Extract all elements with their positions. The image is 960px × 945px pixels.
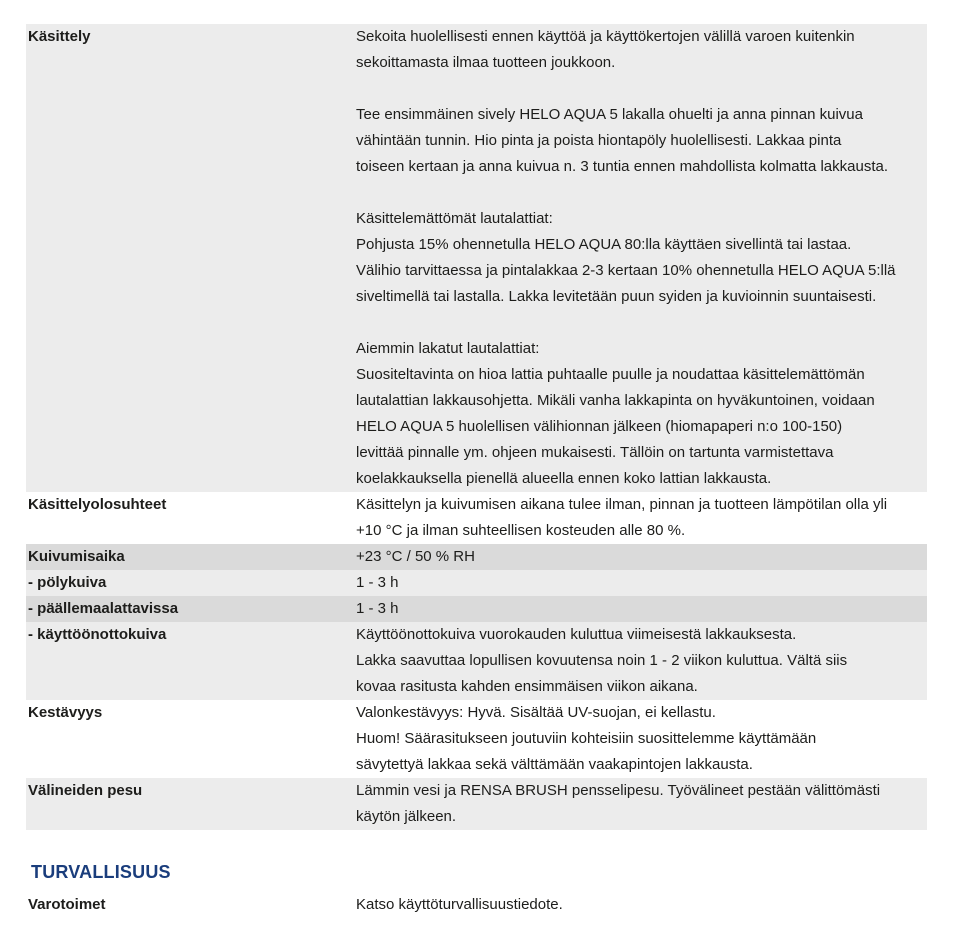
kasittely-paragraph-untreated-floors — [356, 206, 925, 310]
pesu-paragraph — [356, 778, 925, 830]
label-valineiden-pesu: Välineiden pesu — [28, 782, 143, 799]
label-kayttoonottokuiva: - käyttöönottokuiva — [28, 626, 167, 643]
value-kayttoonottokuiva — [356, 622, 927, 700]
kestavyys-paragraph — [356, 700, 925, 778]
text-line: Välihio tarvittaessa ja pintalakkaa 2-3 kertaan 10% ohennetulla HELO AQUA 5:llä — [356, 262, 896, 279]
kasittely-paragraph-first-coat — [356, 102, 925, 180]
text-line: käytön jälkeen. — [356, 808, 457, 825]
section-title-turvallisuus: TURVALLISUUS — [31, 862, 171, 882]
row-kuivumisaika — [26, 544, 927, 570]
label-kuivumisaika: Kuivumisaika — [28, 548, 125, 565]
value-varotoimet: Katso käyttöturvallisuustiedote. — [356, 896, 563, 913]
text-line: Lakka saavuttaa lopullisen kovuutensa noin 1 - 2 viikon kuluttua. Vältä siis — [356, 652, 848, 669]
text-line: Käsittelyn ja kuivumisen aikana tulee ilman, pinnan ja tuotteen lämpötilan olla yli — [356, 496, 888, 513]
text-line: koelakkauksella pienellä alueella ennen koko lattian lakkausta. — [356, 470, 772, 487]
value-valineiden-pesu — [356, 778, 927, 830]
label-polykuiva: - pölykuiva — [28, 574, 107, 591]
text-line: sekoittamasta ilmaa tuotteen joukkoon. — [356, 54, 616, 71]
value-kasittely — [356, 24, 927, 492]
row-polykuiva — [26, 570, 927, 596]
text-line: Käyttöönottokuiva vuorokauden kuluttua viimeisestä lakkauksesta. — [356, 626, 797, 643]
label-varotoimet: Varotoimet — [28, 896, 106, 913]
value-kasittelyolosuhteet — [356, 492, 927, 544]
row-paallemaalattavissa — [26, 596, 927, 622]
kayttoonottokuiva-paragraph — [356, 622, 925, 700]
kasittely-paragraph-mixing — [356, 24, 925, 76]
text-line: Lämmin vesi ja RENSA BRUSH pensselipesu. Työvälineet pestään välittömästi — [356, 782, 881, 799]
value-kuivumisaika: +23 °C / 50 % RH — [356, 548, 475, 565]
instructions-table — [26, 24, 927, 830]
text-line: Valonkestävyys: Hyvä. Sisältää UV-suojan, ei kellastu. — [356, 704, 716, 721]
olosuhteet-paragraph — [356, 492, 925, 544]
row-kestavyys — [26, 700, 927, 778]
row-kasittelyolosuhteet — [26, 492, 927, 544]
text-line: toiseen kertaan ja anna kuivua n. 3 tuntia ennen mahdollista kolmatta lakkausta. — [356, 158, 889, 175]
text-line: lautalattian lakkausohjetta. Mikäli vanha lakkapinta on hyväkuntoinen, voidaan — [356, 392, 875, 409]
text-line: Pohjusta 15% ohennetulla HELO AQUA 80:lla käyttäen sivellintä tai lastaa. — [356, 236, 852, 253]
label-paallemaalattavissa: - päällemaalattavissa — [28, 600, 179, 617]
label-kasittely: Käsittely — [28, 28, 91, 45]
text-line: Sekoita huolellisesti ennen käyttöä ja käyttökertojen välillä varoen kuitenkin — [356, 28, 855, 45]
label-kasittelyolosuhteet: Käsittelyolosuhteet — [28, 496, 167, 513]
text-line: Huom! Säärasitukseen joutuviin kohteisiin suosittelemme käyttämään — [356, 730, 817, 747]
text-line: Aiemmin lakatut lautalattiat: — [356, 340, 540, 357]
text-line: kovaa rasitusta kahden ensimmäisen viikon aikana. — [356, 678, 698, 695]
label-kestavyys: Kestävyys — [28, 704, 103, 721]
text-line: +10 °C ja ilman suhteellisen kosteuden alle 80 %. — [356, 522, 686, 539]
text-line: levittää pinnalle ym. ohjeen mukaisesti. Tällöin on tartunta varmistettava — [356, 444, 834, 461]
value-kestavyys — [356, 700, 927, 778]
text-line: vähintään tunnin. Hio pinta ja poista hiontapöly huolellisesti. Lakkaa pinta — [356, 132, 842, 149]
row-kayttoonottokuiva — [26, 622, 927, 700]
text-line: Tee ensimmäinen sively HELO AQUA 5 lakalla ohuelti ja anna pinnan kuivua — [356, 106, 863, 123]
kasittely-paragraph-lacquered-floors — [356, 336, 925, 492]
value-paallemaalattavissa: 1 - 3 h — [356, 600, 399, 617]
value-polykuiva: 1 - 3 h — [356, 574, 399, 591]
row-kasittely — [26, 24, 927, 492]
text-line: siveltimellä tai lastalla. Lakka levitetään puun syiden ja kuvioinnin suuntaisesti. — [356, 288, 877, 305]
text-line: HELO AQUA 5 huolellisen välihionnan jälkeen (hiomapaperi n:o 100-150) — [356, 418, 843, 435]
row-valineiden-pesu — [26, 778, 927, 830]
text-line: sävytettyä lakkaa sekä välttämään vaakapintojen lakkausta. — [356, 756, 753, 773]
text-line: Käsittelemättömät lautalattiat: — [356, 210, 553, 227]
text-line: Suositeltavinta on hioa lattia puhtaalle puulle ja noudattaa käsittelemättömän — [356, 366, 865, 383]
row-varotoimet — [26, 892, 927, 918]
